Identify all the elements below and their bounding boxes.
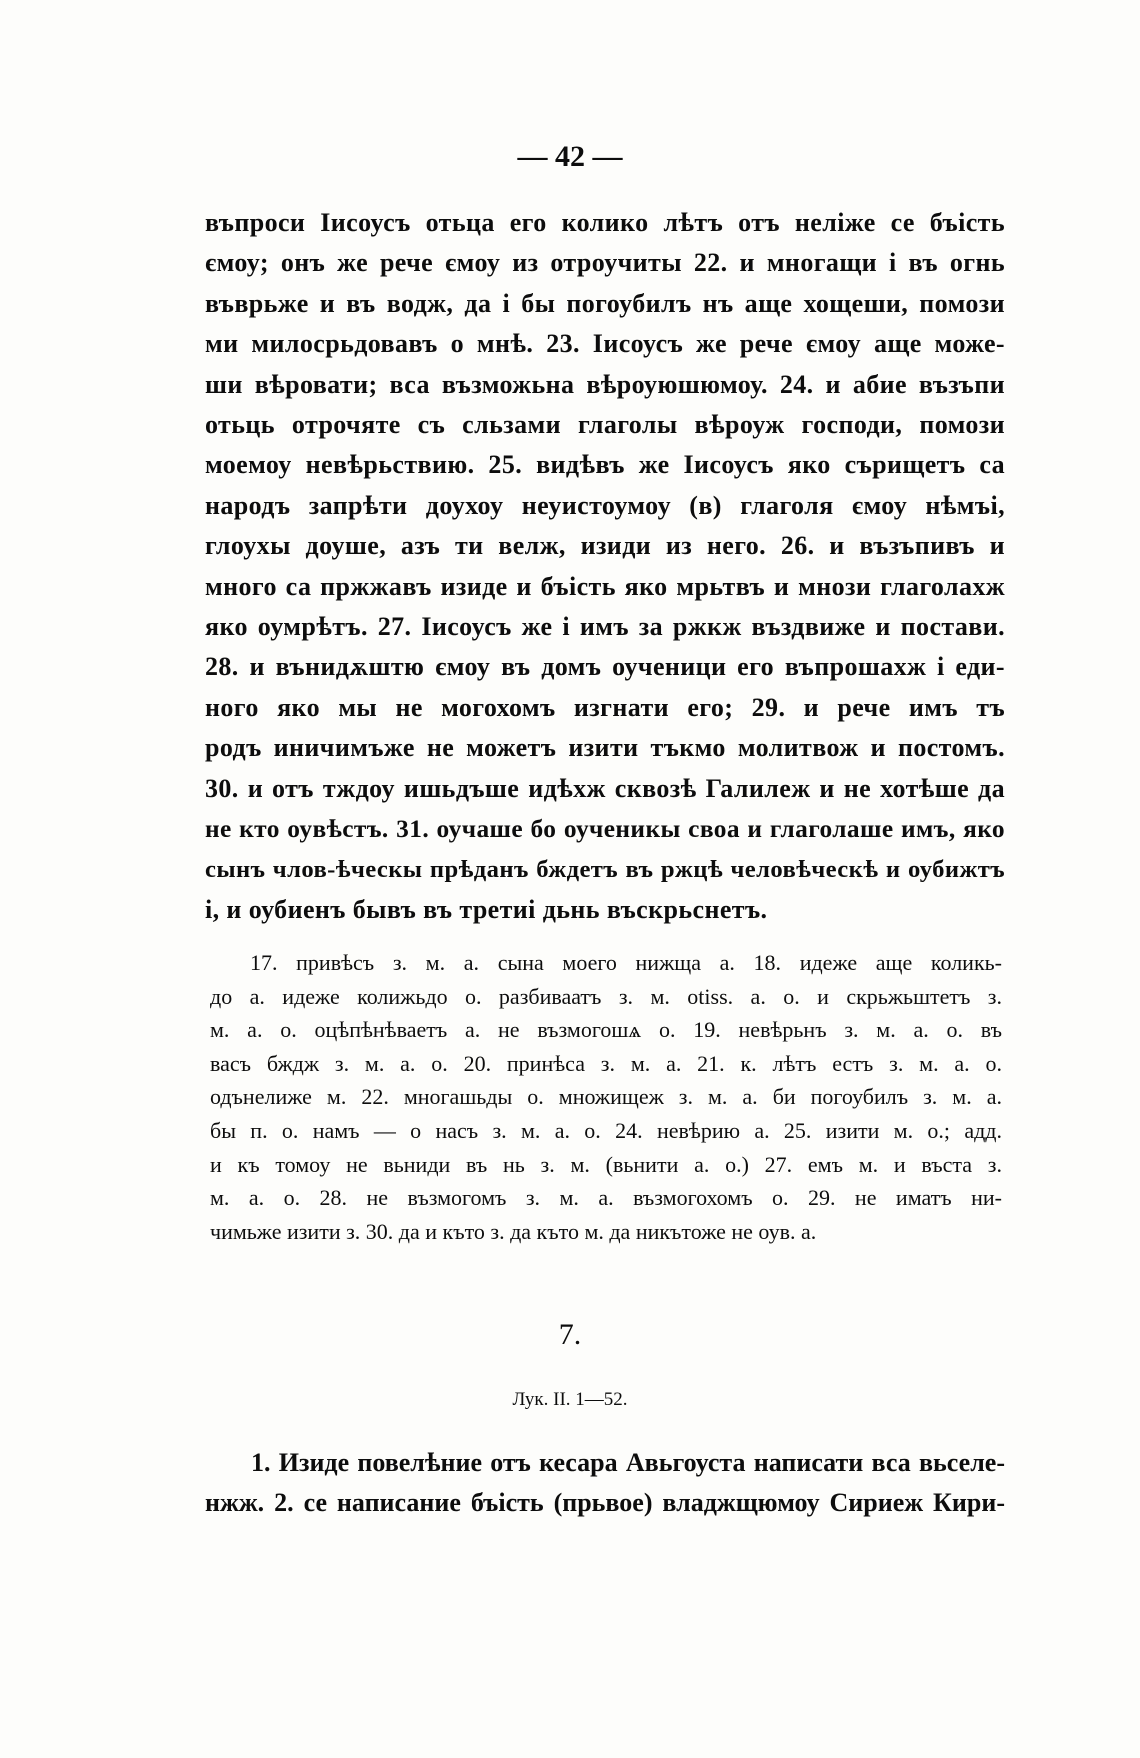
text-line: много са пржжавъ изиде и бъість яко мрьтвъ и мнози глаголахж bbox=[205, 571, 1005, 601]
note-line: м. а. о. оцѣпѣнѣваетъ а. не възмогошѧ о. 19. невѣрьнъ з. м. а. о. въ bbox=[210, 1017, 1002, 1043]
text-line: не кто оувѣстъ. 31. оучаше бо оученикы своа и глаголаше имъ, яко bbox=[205, 815, 1005, 844]
variant-notes bbox=[210, 946, 1002, 1248]
section-reference: Лук. II. 1—52. bbox=[512, 1389, 628, 1410]
text-line: родъ иничимъже не можетъ изити тъкмо молитвож и постомъ. bbox=[205, 733, 1005, 763]
text-line: 1. Изиде повелѣние отъ кесара Авьгоуста написати вса вьселе- bbox=[251, 1448, 1005, 1477]
text-line: 28. и вънидѫштю ємоу въ домъ оученици его въпрошахж і еди- bbox=[205, 652, 1005, 682]
note-line: до а. идеже колижьдо о. разбиваатъ з. м. otiss. а. о. и скрьжьштетъ з. bbox=[210, 983, 1002, 1009]
note-line: м. а. о. 28. не възмогомъ з. м. а. възмогохомъ о. 29. не иматъ ни- bbox=[210, 1185, 1002, 1211]
main-text-block bbox=[205, 203, 1005, 930]
section-text-block bbox=[205, 1443, 1005, 1524]
page-number: — 42 — bbox=[517, 140, 623, 173]
text-line: сынъ члов-ѣческы прѣданъ бждетъ въ ржцѣ человѣческѣ и оубижтъ bbox=[205, 855, 1005, 883]
text-line: въврьже и въ водж, да і бы погоубилъ нъ аще хощеши, помози bbox=[205, 288, 1005, 318]
text-line: ємоу; онъ же рече ємоу из отроучиты 22. и многащи і въ огнь bbox=[205, 248, 1005, 278]
text-line: моемоу невѣрьствию. 25. видѣвъ же Іисоусъ яко сърищетъ са bbox=[205, 450, 1005, 480]
note-line: одънелиже м. 22. многашьды о. множищеж з. м. а. би погоубилъ з. м. а. bbox=[210, 1084, 1002, 1110]
text-line: яко оумрѣтъ. 27. Іисоусъ же і имъ за ржкж въздвиже и постави. bbox=[205, 612, 1005, 642]
text-line: ши вѣровати; вса възможьна вѣроуюшюмоу. 24. и абие възъпи bbox=[205, 369, 1005, 399]
text-line: глоухы доуше, азъ ти велж, изиди из него. 26. и възъпивъ и bbox=[205, 531, 1005, 561]
note-line: васъ бждж з. м. а. о. 20. принѣса з. м. а. 21. к. лѣтъ естъ з. м. а. о. bbox=[210, 1050, 1002, 1076]
note-line: чимьже изити з. 30. да и къто з. да къто м. да никътоже не оув. а. bbox=[210, 1218, 817, 1244]
text-line: народъ запрѣти доухоу неуистоумоу (в) глаголя ємоу нѣмъі, bbox=[205, 490, 1005, 520]
text-line: ного яко мы не могохомъ изгнати его; 29. и рече имъ тъ bbox=[205, 692, 1005, 722]
note-line: бы п. о. намъ — о насъ з. м. а. о. 24. невѣрию а. 25. изити м. о.; адд. bbox=[210, 1117, 1002, 1143]
section-number: 7. bbox=[558, 1318, 582, 1351]
note-line: 17. привѣсъ з. м. а. сына моего нижща а. 18. идеже аще коликь- bbox=[250, 950, 1002, 975]
note-line: и къ томоу не вьниди въ нь з. м. (вьнити а. о.) 27. емъ м. и въста з. bbox=[210, 1151, 1002, 1177]
text-line: нжж. 2. се написание бъість (прьвое) владжщюмоу Сириеж Кири- bbox=[205, 1488, 1005, 1518]
text-line: ми милосрьдовавъ о мнѣ. 23. Іисоусъ же рече ємоу аще може- bbox=[205, 329, 1005, 359]
text-line: отьць отрочяте съ сльзами глаголы вѣроуж господи, помози bbox=[205, 410, 1005, 440]
text-line: въпроси Іисоусъ отьца его колико лѣтъ отъ неліже се бъість bbox=[205, 208, 1005, 237]
text-line: 30. и отъ тждоу ишьдъше идѣхж сквозѣ Галилеж и не хотѣше да bbox=[205, 773, 1005, 803]
text-line: і, и оубиенъ бывъ въ третиі дьнь въскрьснетъ. bbox=[205, 894, 768, 924]
